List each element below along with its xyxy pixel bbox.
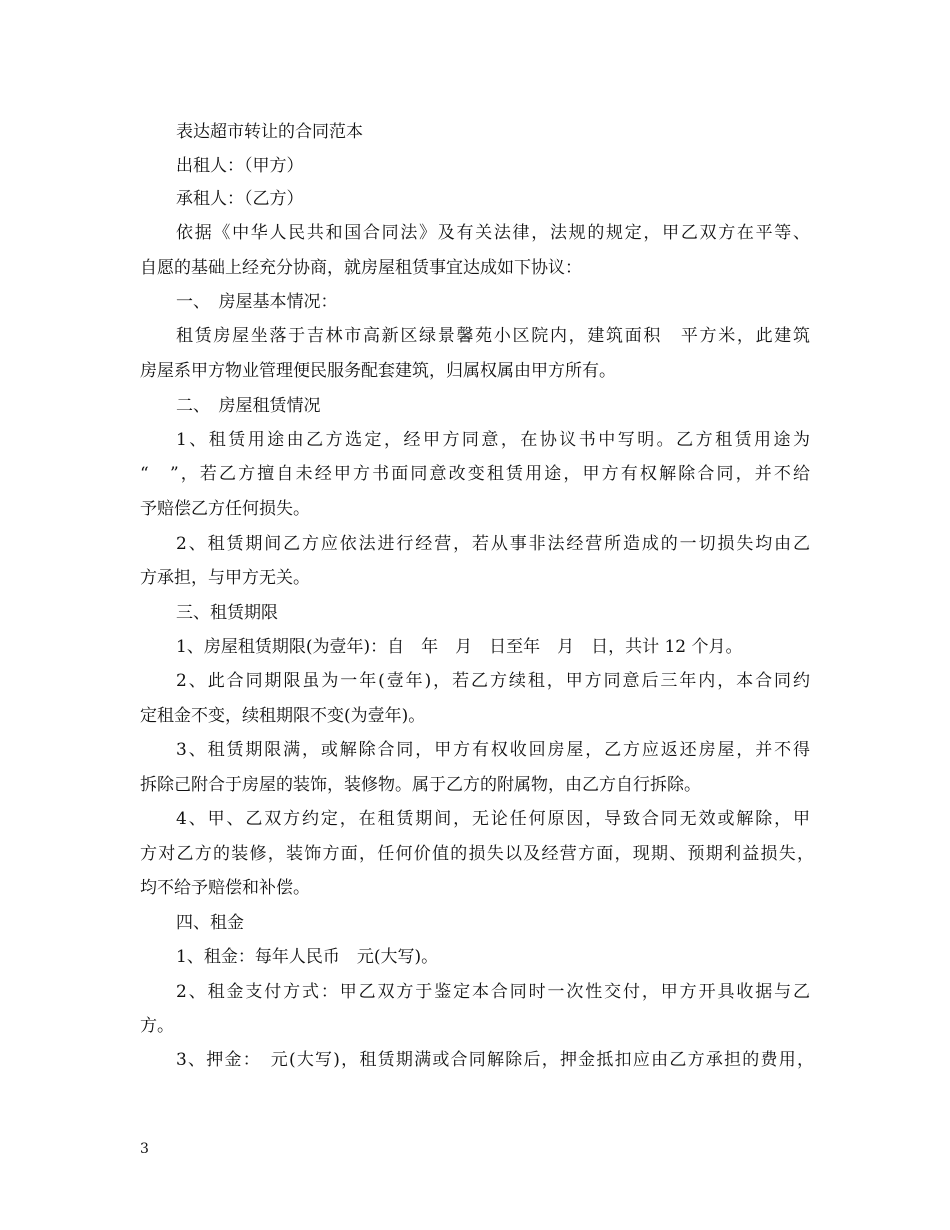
paragraph-line: 拆除己附合于房屋的装饰，装修物。属于乙方的附属物，由乙方自行拆除。 <box>140 775 701 795</box>
paragraph-line: 3、押金： 元(大写)，租赁期满或合同解除后，押金抵扣应由乙方承担的费用， <box>176 1050 814 1070</box>
document-title: 表达超市转让的合同范本 <box>176 122 363 142</box>
lessee-line: 承租人：（乙方） <box>176 189 304 209</box>
paragraph-line: 租赁房屋坐落于吉林市高新区绿景馨苑小区院内，建筑面积 平方米，此建筑 <box>176 326 810 346</box>
paragraph-line: 3、租赁期限满，或解除合同，甲方有权收回房屋，乙方应返还房屋，并不得 <box>176 740 810 760</box>
section-heading-1: 一、 房屋基本情况： <box>176 292 338 312</box>
paragraph-line: 方承担，与甲方无关。 <box>140 568 310 588</box>
lessor-line: 出租人：（甲方） <box>176 156 304 176</box>
page-number: 3 <box>140 1141 149 1157</box>
paragraph-line: 均不给予赔偿和补偿。 <box>140 878 310 898</box>
paragraph-line: 2、租赁期间乙方应依法进行经营，若从事非法经营所造成的一切损失均由乙 <box>176 534 810 554</box>
paragraph-line: 2、此合同期限虽为一年(壹年)，若乙方续租，甲方同意后三年内，本合同约 <box>176 671 810 691</box>
section-heading-4: 四、租金 <box>176 913 244 933</box>
paragraph-line: 方。 <box>140 1016 174 1036</box>
paragraph-line: 1、房屋租赁期限(为壹年)：自 年 月 日至年 月 日，共计 12 个月。 <box>176 637 743 657</box>
section-heading-3: 三、租赁期限 <box>176 603 278 623</box>
section-heading-2: 二、 房屋租赁情况 <box>176 396 321 416</box>
paragraph-line: 定租金不变，续租期限不变(为壹年)。 <box>140 706 426 726</box>
paragraph-line: 4、甲、乙双方约定，在租赁期间，无论任何原因，导致合同无效或解除，甲 <box>176 809 810 829</box>
paragraph-line: 予赔偿乙方任何损失。 <box>140 499 310 519</box>
paragraph-line: 方对乙方的装修，装饰方面，任何价值的损失以及经营方面，现期、预期利益损失， <box>140 844 814 864</box>
paragraph-line: “ ”，若乙方擅自未经甲方书面同意改变租赁用途，甲方有权解除合同，并不给 <box>140 464 810 484</box>
paragraph-line: 房屋系甲方物业管理便民服务配套建筑，归属权属由甲方所有。 <box>140 361 616 381</box>
paragraph-line: 1、租金：每年人民币 元(大写)。 <box>176 947 439 967</box>
paragraph-line: 2、租金支付方式：甲乙双方于鉴定本合同时一次性交付，甲方开具收据与乙 <box>176 982 810 1002</box>
paragraph-line: 依据《中华人民共和国合同法》及有关法律，法规的规定，甲乙双方在平等、 <box>176 223 810 243</box>
paragraph-line: 1、租赁用途由乙方选定，经甲方同意，在协议书中写明。乙方租赁用途为 <box>176 430 810 450</box>
paragraph-line: 自愿的基础上经充分协商，就房屋租赁事宜达成如下协议： <box>140 258 582 278</box>
